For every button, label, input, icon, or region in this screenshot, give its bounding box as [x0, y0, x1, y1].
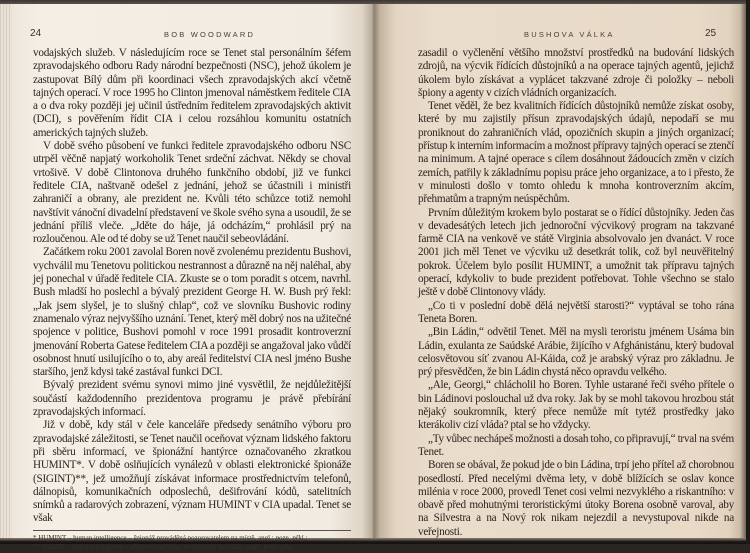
paragraph: „Ty vůbec nechápeš možnosti a dosah toho, co připravují,“ trval na svém Tenet.: [418, 432, 734, 458]
paragraph: „Co ti v poslední době dělá největší starosti?“ vyptával se toho rána Teneta Boren.: [418, 299, 734, 325]
footnote-text: ** SIGINT – signal intelligence – sdělovací technika ve službách špionáže; angl.;: [33, 543, 264, 552]
page-number-right: 25: [705, 28, 717, 39]
right-page: [374, 4, 746, 538]
paragraph: „Ale, Georgi,“ chlácholil ho Boren. Tyhle ustarané řeči svého přítele o bin Ládinovi poslouchal už dva roky. Jak by se mohl takovou hrozbou stát nějaký soukromník, který přece nemůže mít tytéž prostředky jako kterákoliv cizí vláda? ptal se ho vždycky.: [418, 379, 734, 432]
paragraph: Bývalý prezident svému synovi mimo jiné vysvětlil, že nejdůležitější součástí každodenního prezidentova programu je právě přebírání zpravodajských informací.: [33, 379, 351, 419]
left-page-body: [33, 47, 351, 553]
footnote: [33, 534, 363, 544]
paragraph: „Bin Ládin,“ odvětil Tenet. Měl na mysli teroristu jménem Usáma bin Ládin, exulanta ze Saúdské Arábie, žijícího v Afghánistánu, který budoval celosvětovou síť zvanou Al-Káida, což je arabský výraz pro základnu. Je prý přesvědčen, že bin Ládin chystá něco opravdu velkého.: [418, 326, 734, 379]
footnote: [33, 543, 363, 553]
paragraph: Začátkem roku 2001 zavolal Boren nově zvolenému prezidentu Bushovi, vychválil mu Tenetovu politickou nestrannost a důrazně na něj naléhal, aby jej ponechal v úřadě ředitele CIA. Zkuste se o tom poradit s otcem, navrhl. Bush mladší ho poslechl a bývalý prezident George H. W. Bush prý řekl: „Jak jsem slyšel, je to slušný chlap“, což ve slovníku Bushovic rodiny znamenalo výraz nejvyššího uznání. Tenet, který měl dobrý nos na užitečné spojence v politice, Bushovi pomohl v roce 1991 prosadit kontroverzní jmenování Roberta Gatese ředitelem CIA a později se angažoval jako vůdčí osobnost hnutí usilujícího o to, aby areál ředitelství CIA nesl jméno Bushe staršího, jenž kdysi také zastával funkci DCI.: [33, 246, 351, 379]
paragraph: zasadil o vyčlenění většího množství prostředků na budování lidských zdrojů, na výcvik řídících důstojníků a na operace tajných agentů, jejichž úkolem bylo získávat a vyplácet takzvané zdroje či položky – neboli špiony a agenty v cizích vládních organizacích.: [418, 47, 734, 99]
footnotes: [33, 534, 363, 553]
paragraph: Boren se obával, že pokud jde o bin Ládina, trpí jeho přítel až chorobnou posedlostí. Před necelými dvěma lety, v době blížících se oslav konce milénia v roce 2000, provedl Tenet cosi velmi nezvyklého a riskantního: v obavě před mohutnými teroristickými útoky Borena osobně varoval, aby na Silvestra a na Nový rok nikam nejezdil a nevystupoval nikde na veřejnosti.: [418, 459, 734, 538]
paragraph: Tenet věděl, že bez kvalitních řídících důstojníků nemůže získat osoby, které by mu zajistily přísun zpravodajských údajů, nepodaří se mu proniknout do zahraničních vlád, opozičních skupin a jiných organizací; přístup k interním informacím a možnost přípravy tajných operací se ztenčí na minimum. A tajné operace s cílem dosáhnout žádoucích změn v cizích zemích, patřily k základnímu popisu práce jeho organizace, a to i přesto, že v minulosti došlo v tomto ohledu k mnoha kontroverzním akcím, přehmatům a trapným neúspěchům.: [418, 100, 734, 206]
running-head-right: BUSHOVA VÁLKA: [524, 30, 615, 39]
paragraph: Již v době, kdy stál v čele kanceláře předsedy senátního výboru pro zpravodajské záležitosti, se Tenet naučil oceňovat význam lidského faktoru při sběru informací, ve špionážní hantýrce označovaného zkratkou HUMINT*. V době oslňujících vynálezů v oblasti elektronické špionáže (SIGINT)**, jež umožňují získávat informace prostřednictvím telefonů, dálnopisů, komunikačních odposlechů, dešifrování kódů, satelitních snímků a radarových zobrazení, význam HUMINT v CIA upadal. Tenet se však: [33, 419, 351, 525]
footnote-note: pozn. přkl.;: [275, 533, 308, 542]
right-page-body: [418, 47, 734, 539]
footnote-divider: [33, 530, 351, 531]
footnote-text: * HUMINT – human intelligence – špionáž prováděná pozorovatelem na místě, angl.;: [33, 533, 276, 542]
running-head-left: BOB WOODWARD: [164, 30, 256, 39]
left-page: [0, 4, 374, 552]
paragraph: vodajských služeb. V následujícím roce se Tenet stal personálním šéfem zpravodajského odboru Rady národní bezpečnosti (NSC), jehož úkolem je zastupovat Bílý dům při koordinaci všech zpravodajských akcí včetně tajných operací. V roce 1995 ho Clinton jmenoval náměstkem ředitele CIA a o dva roky později jej učinil ústředním ředitelem zpravodajských aktivit (DCI), s pověřením řídit CIA i celou rozsáhlou komunitu ostatních amerických tajných služeb.: [33, 47, 351, 139]
page-edges: [0, 4, 12, 538]
page-number-left: 24: [30, 28, 42, 39]
footnote-note: pozn. přkl.: [263, 543, 294, 552]
paragraph: V době svého působení ve funkci ředitele zpravodajského odboru NSC utrpěl věčně napjatý workoholik Tenet srdeční záchvat. Někdy se choval vrtošivě. V době Clintonova druhého funkčního období, již ve funkci ředitele CIA, naštvaně odešel z jednání, jehož se účastnili i ministři zahraničí a obrany, ale prezident ne. Kvůli této schůzce totiž nemohl navštívit vánoční divadelní představení ve škole svého syna a usoudil, že se jednání příliš vleče. „Jděte do háje, já odcházím,“ prohlásil prý na rozloučenou. Ale od té doby se už Tenet naučil sebeovládání.: [33, 140, 351, 246]
paragraph: Prvním důležitým krokem bylo postarat se o řídící důstojníky. Jeden čas v devadesátých letech jich jednoroční výcvikový program na takzvané farmě CIA na venkově ve státě Virginia absolvovalo jen dvanáct. V roce 2001 jich měl Tenet ve výcviku už desetkrát tolik, což byl neuvěřitelný pokrok. Účelem bylo posílit HUMINT, a umožnit tak přípravu tajných operací, kdykoliv to bude prezident potřebovat. Tohle všechno se stalo ještě v době Clintonovy vlády.: [418, 206, 734, 299]
book-right-rim: [746, 0, 750, 544]
